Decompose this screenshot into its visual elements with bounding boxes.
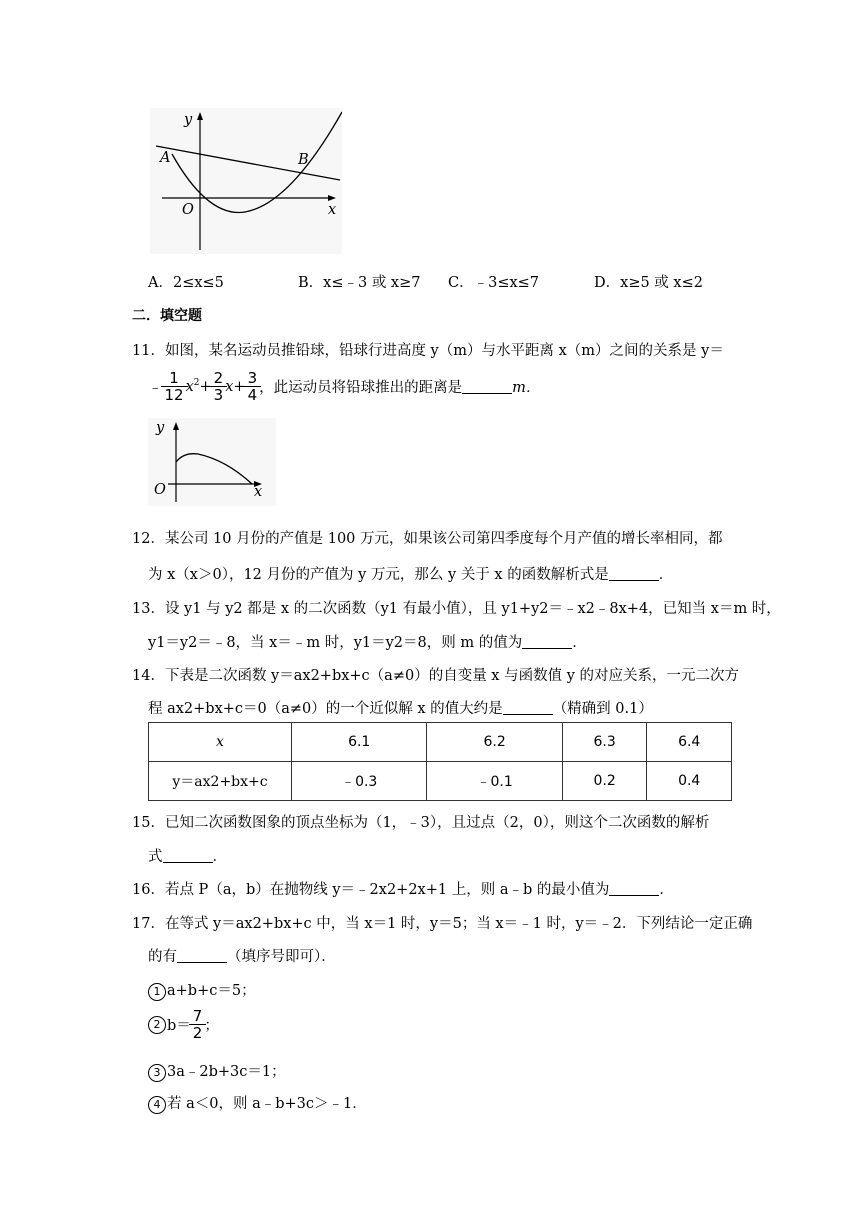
q12-line1 bbox=[132, 527, 723, 548]
frac3-num: 3 bbox=[247, 369, 258, 387]
table-cell: ﹣0.3 bbox=[292, 762, 427, 801]
q14-line1 bbox=[132, 664, 739, 685]
q16-text-1: 若点 P（a，b）在抛物线 y＝﹣2x2+2x+1 上，则 a﹣b 的最小值为 bbox=[164, 882, 610, 898]
choice-b-text: x≤﹣3 或 x≥7 bbox=[323, 275, 421, 291]
figure-parabola-line bbox=[150, 108, 342, 254]
q17-number: 17． bbox=[132, 916, 165, 932]
frac-num: 7 bbox=[192, 1007, 203, 1025]
table-cell: 6.2 bbox=[427, 723, 562, 762]
q13-line1 bbox=[132, 597, 781, 618]
q13-text-2: y1＝y2＝﹣8，当 x＝﹣m 时，y1＝y2＝8，则 m 的值为 bbox=[148, 635, 523, 651]
q15-answer-blank[interactable] bbox=[163, 848, 213, 863]
q12-end: ． bbox=[658, 567, 674, 583]
table-row bbox=[149, 762, 732, 801]
q11-answer-blank[interactable] bbox=[462, 379, 512, 394]
q14-line2 bbox=[148, 697, 653, 718]
q16-number: 16． bbox=[132, 882, 165, 898]
value-table bbox=[148, 722, 732, 801]
q11-x2: $x^2+$ bbox=[185, 377, 212, 395]
q12-text-2: 为 x（x＞0），12 月份的产值为 y 万元，那么 y 关于 x 的函数解析式是 bbox=[148, 567, 609, 583]
circled-number: 4 bbox=[148, 1096, 166, 1114]
fig1-a-label: A bbox=[160, 150, 171, 166]
q11-x: x+ bbox=[225, 378, 246, 395]
q17-item-4 bbox=[148, 1092, 367, 1114]
q17-text-3: （填序号即可）． bbox=[227, 949, 336, 965]
fig1-b-label: B bbox=[298, 152, 309, 168]
q17-line1 bbox=[132, 912, 752, 933]
choice-d-text: x≥5 或 x≤2 bbox=[620, 275, 703, 291]
q17-item-2 bbox=[148, 1008, 219, 1041]
q17-text-1: 在等式 y＝ax2+bx+c 中，当 x＝1 时，y＝5；当 x＝﹣1 时，y＝﹣2．下列结论一定正确 bbox=[164, 916, 753, 932]
frac1-den: 12 bbox=[164, 386, 184, 404]
q11-frac-1 bbox=[163, 370, 186, 403]
frac2-den: 3 bbox=[213, 386, 224, 404]
q11-text-1: 如图，某名运动员推铅球，铅球行进高度 y（m）与水平距离 x（m）之间的关系是 y＝ bbox=[164, 343, 724, 359]
q15-text-2: 式 bbox=[148, 849, 163, 865]
item-text-tail: ； bbox=[204, 1018, 219, 1034]
q17-item-3 bbox=[148, 1060, 286, 1082]
q12-text-1: 某公司 10 月份的产值是 100 万元，如果该公司第四季度每个月产值的增长率相同，都 bbox=[164, 531, 723, 547]
fig2-o-label: O bbox=[154, 482, 166, 498]
circled-number: 1 bbox=[148, 983, 166, 1001]
q11-number: 11． bbox=[132, 343, 165, 359]
fig2-x-label: x bbox=[254, 484, 263, 500]
frac-den: 2 bbox=[192, 1024, 203, 1042]
q11-unit: m． bbox=[512, 380, 541, 396]
circled-number: 3 bbox=[148, 1064, 166, 1082]
item-text: a+b+c＝5； bbox=[167, 983, 256, 999]
frac3-den: 4 bbox=[247, 386, 258, 404]
q12-answer-blank[interactable] bbox=[609, 566, 659, 581]
table-cell: x bbox=[149, 723, 292, 762]
q13-text-1: 设 y1 与 y2 都是 x 的二次函数（y1 有最小值），且 y1+y2＝﹣x2﹣8x+4，已知当 x＝m 时， bbox=[164, 601, 781, 617]
table-cell: 0.4 bbox=[647, 762, 732, 801]
q15-line2 bbox=[148, 845, 227, 866]
q11-line1 bbox=[132, 339, 724, 360]
table-cell: 6.4 bbox=[647, 723, 732, 762]
choice-a bbox=[148, 271, 224, 292]
q11-neg: ﹣ bbox=[148, 380, 163, 396]
q11-frac-2 bbox=[212, 370, 226, 403]
q14-answer-blank[interactable] bbox=[503, 700, 553, 715]
q16-line1 bbox=[132, 878, 674, 899]
section-heading: 二．填空题 bbox=[132, 308, 202, 324]
choice-c-text: ﹣3≤x≤7 bbox=[473, 275, 540, 291]
choice-c-letter: C． bbox=[448, 275, 474, 291]
choice-c bbox=[448, 271, 539, 292]
item-text: 3a﹣2b+3c＝1； bbox=[167, 1064, 286, 1080]
q14-text-2: 程 ax2+bx+c＝0（a≠0）的一个近似解 x 的值大约是 bbox=[148, 701, 503, 717]
q17-answer-blank[interactable] bbox=[177, 948, 227, 963]
table-cell: 6.1 bbox=[292, 723, 427, 762]
table-row bbox=[149, 723, 732, 762]
q11-line2 bbox=[148, 370, 540, 403]
q11-text-2: ，此运动员将铅球推出的距离是 bbox=[259, 380, 463, 396]
item-fraction bbox=[191, 1008, 205, 1041]
item-text: b＝ bbox=[167, 1018, 191, 1034]
q13-answer-blank[interactable] bbox=[522, 634, 572, 649]
table-cell: ﹣0.1 bbox=[427, 762, 562, 801]
q16-end: ． bbox=[659, 882, 674, 898]
choice-a-text: 2≤x≤5 bbox=[172, 275, 224, 291]
table-cell: 6.3 bbox=[562, 723, 647, 762]
graph-1 bbox=[150, 108, 342, 254]
choice-d bbox=[594, 271, 703, 292]
q14-text-3: （精确到 0.1） bbox=[552, 701, 653, 717]
q13-end: ． bbox=[572, 635, 587, 651]
circled-number: 2 bbox=[148, 1016, 166, 1034]
fig1-y-label: y bbox=[184, 112, 193, 128]
figure-shot-put bbox=[148, 418, 276, 506]
q15-line1 bbox=[132, 811, 709, 832]
q12-number: 12． bbox=[132, 531, 165, 547]
q13-line2 bbox=[148, 631, 587, 652]
q17-line2 bbox=[148, 945, 336, 966]
q14-number: 14． bbox=[132, 668, 165, 684]
table-cell: 0.2 bbox=[562, 762, 647, 801]
q15-end: ． bbox=[212, 849, 227, 865]
fig2-y-label: y bbox=[156, 420, 165, 436]
q14-text-1: 下表是二次函数 y＝ax2+bx+c（a≠0）的自变量 x 与函数值 y 的对应关系，一元二次方 bbox=[164, 668, 740, 684]
fig1-x-label: x bbox=[328, 202, 337, 218]
q11-frac-3 bbox=[246, 370, 260, 403]
fig1-o-label: O bbox=[182, 202, 194, 218]
choice-a-letter: A． bbox=[148, 275, 173, 291]
frac2-num: 2 bbox=[213, 369, 224, 387]
item-text: 若 a＜0，则 a﹣b+3c＞﹣1． bbox=[167, 1096, 367, 1112]
q15-text-1: 已知二次函数图象的顶点坐标为（1，﹣3），且过点（2，0），则这个二次函数的解析 bbox=[164, 815, 710, 831]
q15-number: 15． bbox=[132, 815, 165, 831]
q16-answer-blank[interactable] bbox=[609, 881, 659, 896]
q13-number: 13． bbox=[132, 601, 165, 617]
q17-item-1 bbox=[148, 979, 256, 1001]
q12-line2 bbox=[148, 563, 673, 584]
q17-text-2: 的有 bbox=[148, 949, 177, 965]
table-cell: y＝ax2+bx+c bbox=[149, 762, 292, 801]
choice-b bbox=[298, 271, 420, 292]
choice-d-letter: D． bbox=[594, 275, 621, 291]
choice-b-letter: B． bbox=[298, 275, 324, 291]
frac1-num: 1 bbox=[169, 369, 179, 387]
